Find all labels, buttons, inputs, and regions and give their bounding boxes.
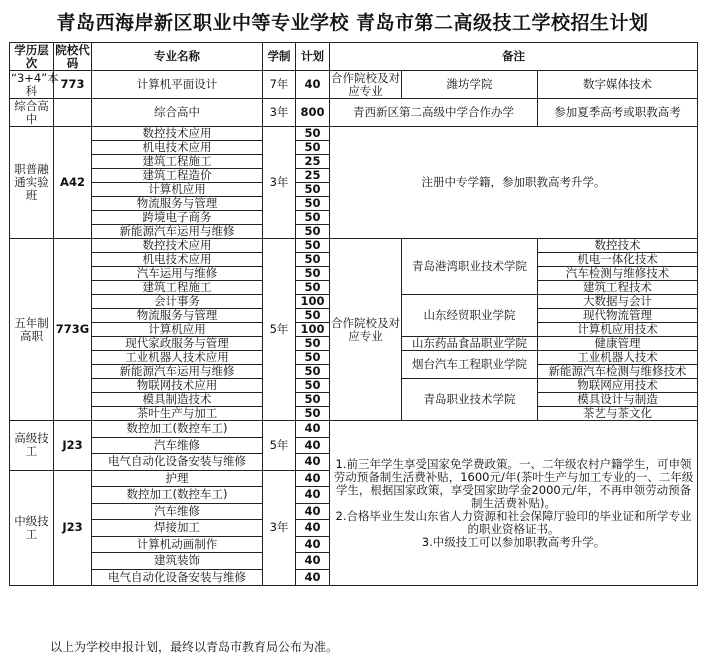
level-cell: 高级技工 xyxy=(10,421,54,471)
notes-cell xyxy=(330,421,698,586)
code-cell: 773 xyxy=(54,71,92,99)
plan-cell: 40 xyxy=(296,553,330,570)
plan-cell: 40 xyxy=(296,536,330,553)
note-item: 3.中级技工可以参加职教高考升学。 xyxy=(421,534,606,549)
target-major-cell: 茶艺与茶文化 xyxy=(538,407,698,421)
plan-cell: 25 xyxy=(296,169,330,183)
major-cell: 焊接加工 xyxy=(92,520,263,537)
table-row xyxy=(10,127,698,141)
partner-label: 合作院校及对应专业 xyxy=(331,70,400,98)
major-cell: 汽车维修 xyxy=(92,503,263,520)
major-cell: 会计事务 xyxy=(92,295,263,309)
major-cell: 护理 xyxy=(92,470,263,487)
code-cell: J23 xyxy=(54,421,92,471)
major-cell: 工业机器人技术应用 xyxy=(92,351,263,365)
major-cell: 数控加工(数控车工) xyxy=(92,421,263,438)
partner-college: 烟台汽车工程职业学院 xyxy=(402,351,538,379)
major-cell: 现代家政服务与管理 xyxy=(92,337,263,351)
plan-cell: 800 xyxy=(296,99,330,127)
plan-cell: 40 xyxy=(296,569,330,586)
header-row xyxy=(10,43,698,71)
partner-label: 合作院校及对应专业 xyxy=(330,239,402,421)
major-cell: 模具制造技术 xyxy=(92,393,263,407)
years-cell: 5年 xyxy=(263,421,296,471)
plan-cell: 50 xyxy=(296,183,330,197)
header-remark: 备注 xyxy=(330,43,698,71)
plan-cell: 40 xyxy=(296,421,330,438)
plan-cell: 50 xyxy=(296,351,330,365)
plan-cell: 40 xyxy=(296,454,330,471)
level-cell: 职普融通实验班 xyxy=(10,127,54,239)
plan-cell: 40 xyxy=(296,487,330,504)
partner-major: 数字媒体技术 xyxy=(538,71,698,99)
plan-cell: 50 xyxy=(296,211,330,225)
plan-cell: 25 xyxy=(296,155,330,169)
target-major-cell: 工业机器人技术 xyxy=(538,351,698,365)
major-cell: 电气自动化设备安装与维修 xyxy=(92,569,263,586)
plan-cell: 40 xyxy=(296,520,330,537)
code-cell xyxy=(54,99,92,127)
major-cell: 物流服务与管理 xyxy=(92,197,263,211)
table-row xyxy=(10,421,698,438)
target-major-cell: 大数据与会计 xyxy=(538,295,698,309)
years-cell: 3年 xyxy=(263,127,296,239)
level-cell: 五年制高职 xyxy=(10,239,54,421)
major-cell: 茶叶生产与加工 xyxy=(92,407,263,421)
plan-cell: 50 xyxy=(296,281,330,295)
page-title: 青岛西海岸新区职业中等专业学校 青岛市第二高级技工学校招生计划 xyxy=(56,12,649,34)
major-cell: 计算机动画制作 xyxy=(92,536,263,553)
code-cell: 773G xyxy=(54,239,92,421)
major-cell: 数控技术应用 xyxy=(92,127,263,141)
major-cell: 新能源汽车运用与维修 xyxy=(92,225,263,239)
plan-cell: 50 xyxy=(296,379,330,393)
major-cell: 建筑工程施工 xyxy=(92,155,263,169)
plan-cell: 50 xyxy=(296,393,330,407)
plan-cell: 40 xyxy=(296,470,330,487)
level-cell: 中级技工 xyxy=(10,470,54,586)
plan-cell: 50 xyxy=(296,141,330,155)
table-row xyxy=(10,239,698,253)
plan-cell: 50 xyxy=(296,225,330,239)
remark-cell: 青西新区第二高级中学合作办学 xyxy=(330,99,538,127)
partner-college: 青岛港湾职业技术学院 xyxy=(402,239,538,295)
major-cell: 计算机应用 xyxy=(92,323,263,337)
partner-college: 山东药品食品职业学院 xyxy=(402,337,538,351)
major-cell: 物流服务与管理 xyxy=(92,309,263,323)
years-cell: 5年 xyxy=(263,239,296,421)
major-cell: 建筑装饰 xyxy=(92,553,263,570)
plan-cell: 50 xyxy=(296,239,330,253)
enrollment-table xyxy=(9,42,698,586)
target-major-cell: 现代物流管理 xyxy=(538,309,698,323)
major-cell: 建筑工程造价 xyxy=(92,169,263,183)
plan-cell: 40 xyxy=(296,503,330,520)
partner-school: 潍坊学院 xyxy=(402,71,538,99)
code-cell: A42 xyxy=(54,127,92,239)
major-cell: 电气自动化设备安装与维修 xyxy=(92,454,263,471)
plan-cell: 50 xyxy=(296,253,330,267)
table-row xyxy=(10,99,698,127)
header-code: 院校代码 xyxy=(55,42,90,70)
major-cell: 数控技术应用 xyxy=(92,239,263,253)
table-body xyxy=(10,43,698,586)
plan-cell: 50 xyxy=(296,365,330,379)
level-cell: 综合高中 xyxy=(10,99,54,127)
target-major-cell: 建筑工程技术 xyxy=(538,281,698,295)
plan-cell: 50 xyxy=(296,267,330,281)
major-cell: 汽车维修 xyxy=(92,437,263,454)
major-cell: 数控加工(数控车工) xyxy=(92,487,263,504)
footnote: 以上为学校申报计划，最终以青岛市教育局公布为准。 xyxy=(50,640,339,654)
major-cell: 物联网技术应用 xyxy=(92,379,263,393)
header-major: 专业名称 xyxy=(92,43,263,71)
major-cell: 跨境电子商务 xyxy=(92,211,263,225)
plan-cell: 50 xyxy=(296,337,330,351)
target-major-cell: 汽车检测与维修技术 xyxy=(538,267,698,281)
target-major-cell: 模具设计与制造 xyxy=(538,393,698,407)
note-item: 1.前三年学生享受国家免学费政策。一、二年级农村户籍学生，可申领劳动预备制生活费补贴，1600元/年(茶叶生产与加工专业的一、二年级学生，根据国家政策，享受国家助学金2000元/年，不再申领劳动预备制生活费补贴)。 xyxy=(333,456,694,510)
target-major-cell: 物联网应用技术 xyxy=(538,379,698,393)
plan-cell: 100 xyxy=(296,295,330,309)
major-cell: 新能源汽车运用与维修 xyxy=(92,365,263,379)
header-plan: 计划 xyxy=(296,43,330,71)
target-major-cell: 计算机应用技术 xyxy=(538,323,698,337)
target-major-cell: 数控技术 xyxy=(538,239,698,253)
header-level: 学历层次 xyxy=(10,43,54,71)
partner-college: 山东经贸职业学院 xyxy=(402,295,538,337)
years-cell: 3年 xyxy=(263,470,296,586)
major-cell: 汽车运用与维修 xyxy=(92,267,263,281)
major-cell: 综合高中 xyxy=(92,99,263,127)
level-cell: “3+4”本科 xyxy=(11,70,59,98)
table-row xyxy=(10,71,698,99)
target-major-cell: 健康管理 xyxy=(538,337,698,351)
major-cell: 机电技术应用 xyxy=(92,141,263,155)
major-cell: 建筑工程施工 xyxy=(92,281,263,295)
code-cell: J23 xyxy=(54,470,92,586)
plan-cell: 50 xyxy=(296,197,330,211)
years-cell: 7年 xyxy=(263,71,296,99)
target-major-cell: 新能源汽车检测与维修技术 xyxy=(538,365,698,379)
plan-cell: 50 xyxy=(296,309,330,323)
remark-cell: 参加夏季高考或职教高考 xyxy=(538,99,698,127)
partner-college: 青岛职业技术学院 xyxy=(402,379,538,421)
remark-cell: 注册中专学籍，参加职教高考升学。 xyxy=(330,127,698,239)
years-cell: 3年 xyxy=(263,99,296,127)
major-cell: 计算机应用 xyxy=(92,183,263,197)
plan-cell: 40 xyxy=(296,437,330,454)
note-item: 2.合格毕业生发山东省人力资源和社会保障厅验印的毕业证和所学专业的职业资格证书。 xyxy=(335,508,692,536)
plan-cell: 40 xyxy=(296,71,330,99)
plan-cell: 100 xyxy=(296,323,330,337)
major-cell: 机电技术应用 xyxy=(92,253,263,267)
target-major-cell: 机电一体化技术 xyxy=(538,253,698,267)
plan-cell: 50 xyxy=(296,407,330,421)
header-years: 学制 xyxy=(263,43,296,71)
plan-cell: 50 xyxy=(296,127,330,141)
major-cell: 计算机平面设计 xyxy=(92,71,263,99)
